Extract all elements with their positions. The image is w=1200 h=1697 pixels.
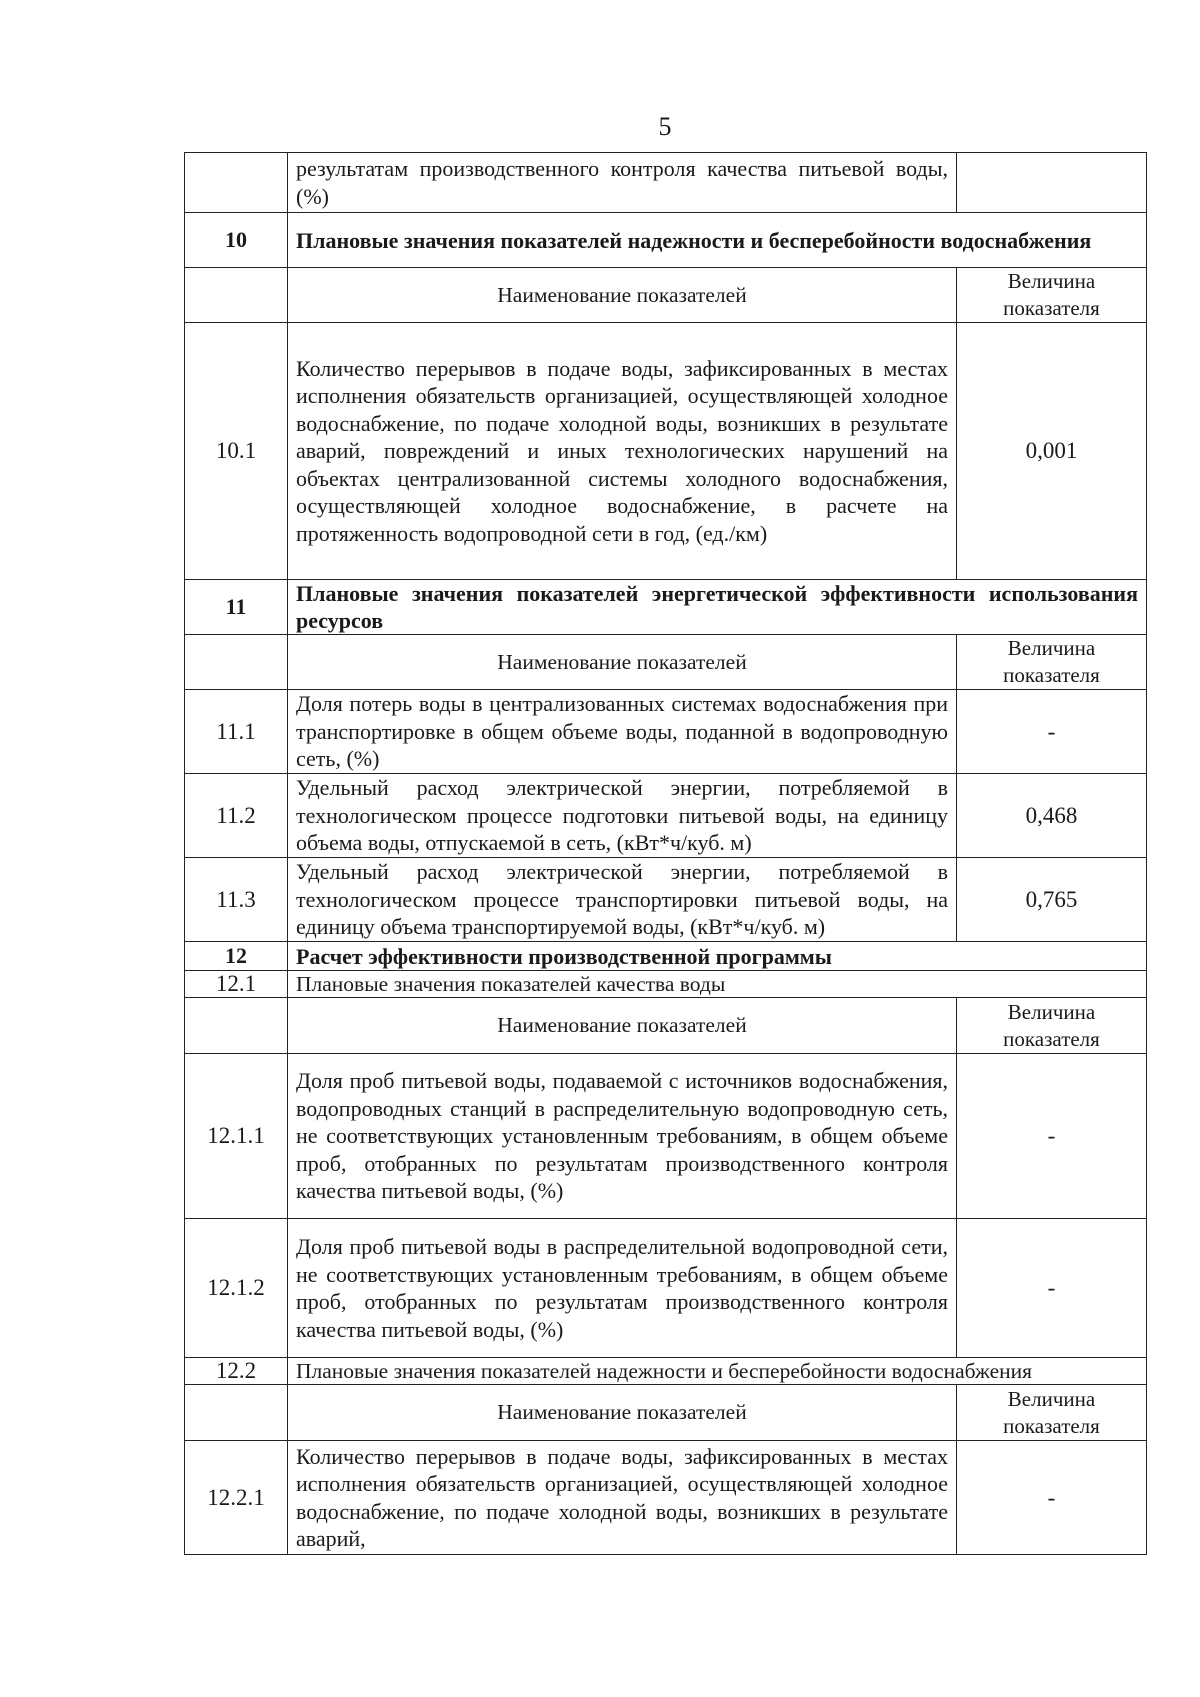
section-title: Расчет эффективности производственной программы [288,942,1147,971]
row-number: 12.1.2 [185,1219,288,1358]
row-number: 11.3 [185,858,288,942]
table-row [185,323,1147,580]
header-indicator-name: Наименование показателей [288,635,957,690]
indicators-table [184,152,1147,1555]
header-indicator-name: Наименование показателей [288,1385,957,1441]
section-number: 10 [185,213,288,268]
column-header-row [185,268,1147,323]
section-number: 11 [185,580,288,635]
indicator-description: результатам производственного контроля качества питьевой воды, (%) [288,153,957,213]
subsection-number: 12.2 [185,1358,288,1385]
subsection-row [185,971,1147,998]
indicator-description: Количество перерывов в подаче воды, зафиксированных в местах исполнения обязательств организацией, осуществляющей холодное водоснабжение, по подаче холодной воды, возникших в результате аварий, повреждений и иных технологических нарушений на объектах централизованной системы холодного водоснабжения, осуществляющей холодное водоснабжение, в расчете на протяженность водопроводной сети в год, (ед./км) [288,323,957,580]
indicator-description: Количество перерывов в подаче воды, зафиксированных в местах исполнения обязательств организацией, осуществляющей холодное водоснабжение, по подаче холодной воды, возникших в результате аварий, [288,1441,957,1555]
column-header-row [185,1385,1147,1441]
indicator-description: Удельный расход электрической энергии, потребляемой в технологическом процессе подготовки питьевой воды, на единицу объема воды, отпускаемой в сеть, (кВт*ч/куб. м) [288,774,957,858]
section-number: 12 [185,942,288,971]
table-row [185,1441,1147,1555]
indicator-value: - [957,1054,1147,1219]
table-row [185,858,1147,942]
subsection-title: Плановые значения показателей качества воды [288,971,1147,998]
subsection-title: Плановые значения показателей надежности и бесперебойности водоснабжения [288,1358,1147,1385]
section-title: Плановые значения показателей энергетической эффективности использования ресурсов [288,580,1147,635]
row-number: 12.2.1 [185,1441,288,1555]
indicator-description: Удельный расход электрической энергии, потребляемой в технологическом процессе транспортировки питьевой воды, на единицу объема транспортируемой воды, (кВт*ч/куб. м) [288,858,957,942]
header-indicator-value: Величина показателя [957,998,1147,1054]
section-row [185,213,1147,268]
section-title: Плановые значения показателей надежности и бесперебойности водоснабжения [288,213,1147,268]
column-header-row [185,635,1147,690]
table-row [185,1219,1147,1358]
header-indicator-name: Наименование показателей [288,268,957,323]
table-row [185,774,1147,858]
section-row [185,942,1147,971]
header-indicator-name: Наименование показателей [288,998,957,1054]
table-row [185,153,1147,213]
indicator-value [957,153,1147,213]
row-number: 11.1 [185,690,288,774]
row-number: 10.1 [185,323,288,580]
header-number-cell [185,635,288,690]
indicator-value: 0,765 [957,858,1147,942]
page-number: 5 [658,112,672,141]
column-header-row [185,998,1147,1054]
section-row [185,580,1147,635]
indicator-value: - [957,690,1147,774]
row-number [185,153,288,213]
header-number-cell [185,1385,288,1441]
header-indicator-value: Величина показателя [957,1385,1147,1441]
header-indicator-value: Величина показателя [957,635,1147,690]
indicator-description: Доля проб питьевой воды, подаваемой с источников водоснабжения, водопроводных станций в распределительную водопроводную сеть, не соответствующих установленным требованиям, в общем объеме проб, отобранных по результатам производственного контроля качества питьевой воды, (%) [288,1054,957,1219]
indicator-description: Доля потерь воды в централизованных системах водоснабжения при транспортировке в общем объеме воды, поданной в водопроводную сеть, (%) [288,690,957,774]
indicator-value: 0,468 [957,774,1147,858]
header-number-cell [185,268,288,323]
row-number: 12.1.1 [185,1054,288,1219]
indicator-value: 0,001 [957,323,1147,580]
header-number-cell [185,998,288,1054]
indicator-value: - [957,1219,1147,1358]
table-row [185,690,1147,774]
row-number: 11.2 [185,774,288,858]
indicator-value: - [957,1441,1147,1555]
subsection-number: 12.1 [185,971,288,998]
table-row [185,1054,1147,1219]
header-indicator-value: Величина показателя [957,268,1147,323]
subsection-row [185,1358,1147,1385]
indicator-description: Доля проб питьевой воды в распределительной водопроводной сети, не соответствующих установленным требованиям, в общем объеме проб, отобранных по результатам производственного контроля качества питьевой воды, (%) [288,1219,957,1358]
